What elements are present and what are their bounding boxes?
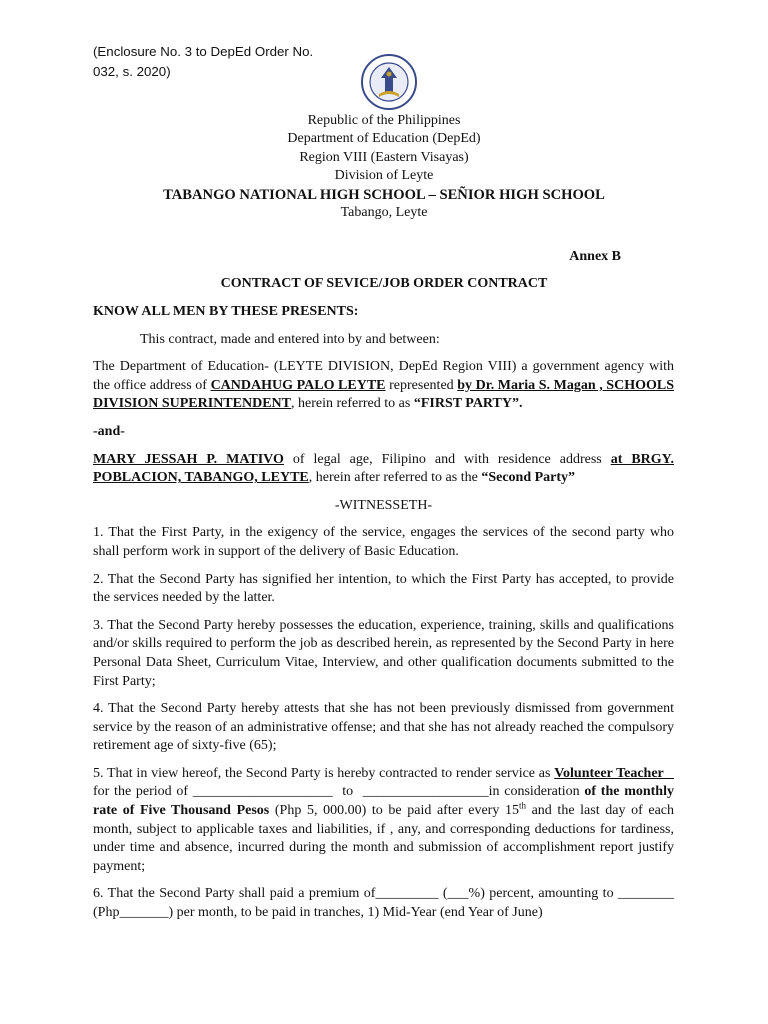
- annex-label: Annex B: [569, 249, 621, 264]
- enclosure-note: (Enclosure No. 3 to DepEd Order No. 032, s. 2020): [93, 44, 314, 79]
- region-line: Region VIII (Eastern Visayas): [299, 149, 469, 165]
- first-party-text-3: , herein referred to as: [291, 396, 414, 412]
- first-party-text-2: represented: [385, 377, 458, 393]
- second-party-text-1: of legal age, Filipino and with residence address: [283, 451, 611, 467]
- clause-5-text-2: for the period of: [93, 765, 689, 800]
- clause-5-text-6: and the last day of each month, subject to applicable taxes and liabilities, if , any, and corresponding deductions for tardiness, under time and absence, incurred during the month and submission of accomplishment report justify payment;: [93, 803, 675, 874]
- clause-3: 3. That the Second Party hereby possesses the education, experience, training, skills and qualifications and/or skills required to perform the job as described herein, as represented by the Second Party in here Personal Data Sheet, Curriculum Vitae, Interview, and other qualification documents submitted to the First Party;: [93, 617, 674, 689]
- clause-5-rate: of the monthly rate of Five Thousand Pesos: [93, 784, 674, 819]
- first-party-address: CANDAHUG PALO LEYTE: [210, 377, 386, 393]
- first-party-text-1: The Department of Education- (LEYTE DIVISION, DepEd Region VIII) a government agency with the office address of: [93, 359, 674, 393]
- witnesseth-heading: -WITNESSETH-: [334, 497, 433, 513]
- first-party-paragraph: [93, 358, 674, 414]
- department-line: Department of Education (DepEd): [287, 131, 481, 147]
- republic-line: Republic of the Philippines: [307, 113, 461, 128]
- second-party-paragraph: [93, 451, 674, 488]
- contract-body: [93, 303, 689, 932]
- clause-1: 1. That the First Party, in the exigency of the service, engages the services of the second party who shall perform work in support of the delivery of Basic Education.: [93, 525, 674, 559]
- first-party-label: “FIRST PARTY”.: [413, 396, 523, 412]
- second-party-text-2: , herein after referred to as the: [308, 470, 482, 486]
- clause-2: 2. That the Second Party has signified her intention, to which the First Party has accepted, to provide the services needed by the latter.: [93, 571, 674, 606]
- intro-paragraph: This contract, made and entered into by and between:: [140, 331, 440, 347]
- first-party-representative: by Dr. Maria S. Magan , SCHOOLS DIVISION SUPERINTENDENT: [93, 377, 674, 412]
- clause-5: [93, 765, 689, 877]
- second-party-name: MARY JESSAH P. MATIVO: [93, 451, 284, 467]
- clause-4: 4. That the Second Party hereby attests that she has not been previously dismissed from government service by the reason of an administrative offense; and that she has not already reached the compulsory retirement age of sixty-five (65);: [93, 701, 674, 754]
- clause-5-text-5: (Php 5, 000.00) to be paid after every 15: [269, 803, 519, 819]
- clause-5-start-blank: ____________________: [192, 784, 333, 800]
- deped-seal-icon: [361, 54, 417, 110]
- clause-5-text-1: 5. That in view hereof, the Second Party is hereby contracted to render service as: [93, 765, 555, 781]
- contract-title: CONTRACT OF SEVICE/JOB ORDER CONTRACT: [220, 276, 548, 291]
- school-name: TABANGO NATIONAL HIGH SCHOOL – SEÑIOR HIGH SCHOOL: [163, 186, 605, 203]
- know-all-men-heading: KNOW ALL MEN BY THESE PRESENTS:: [93, 304, 359, 319]
- clause-6: 6. That the Second Party shall paid a premium of_________ (___%) percent, amounting to ________ (Php_______) per month, to be paid in tranches, 1) Mid-Year (end Year of June): [93, 886, 674, 921]
- second-party-label: “Second Party”: [481, 470, 576, 486]
- second-party-address: at BRGY. POBLACION, TABANGO, LEYTE: [93, 451, 674, 486]
- and-separator: -and-: [93, 423, 125, 439]
- clause-5-position: Volunteer Teacher: [554, 765, 675, 781]
- document-header: [0, 112, 768, 222]
- clause-5-text-3: to: [332, 784, 363, 800]
- division-line: Division of Leyte: [334, 168, 434, 184]
- school-location: Tabango, Leyte: [340, 205, 428, 221]
- clause-5-superscript: th: [518, 800, 526, 811]
- clause-5-text-4: in consideration: [488, 784, 585, 800]
- clause-5-end-blank: __________________: [362, 784, 489, 800]
